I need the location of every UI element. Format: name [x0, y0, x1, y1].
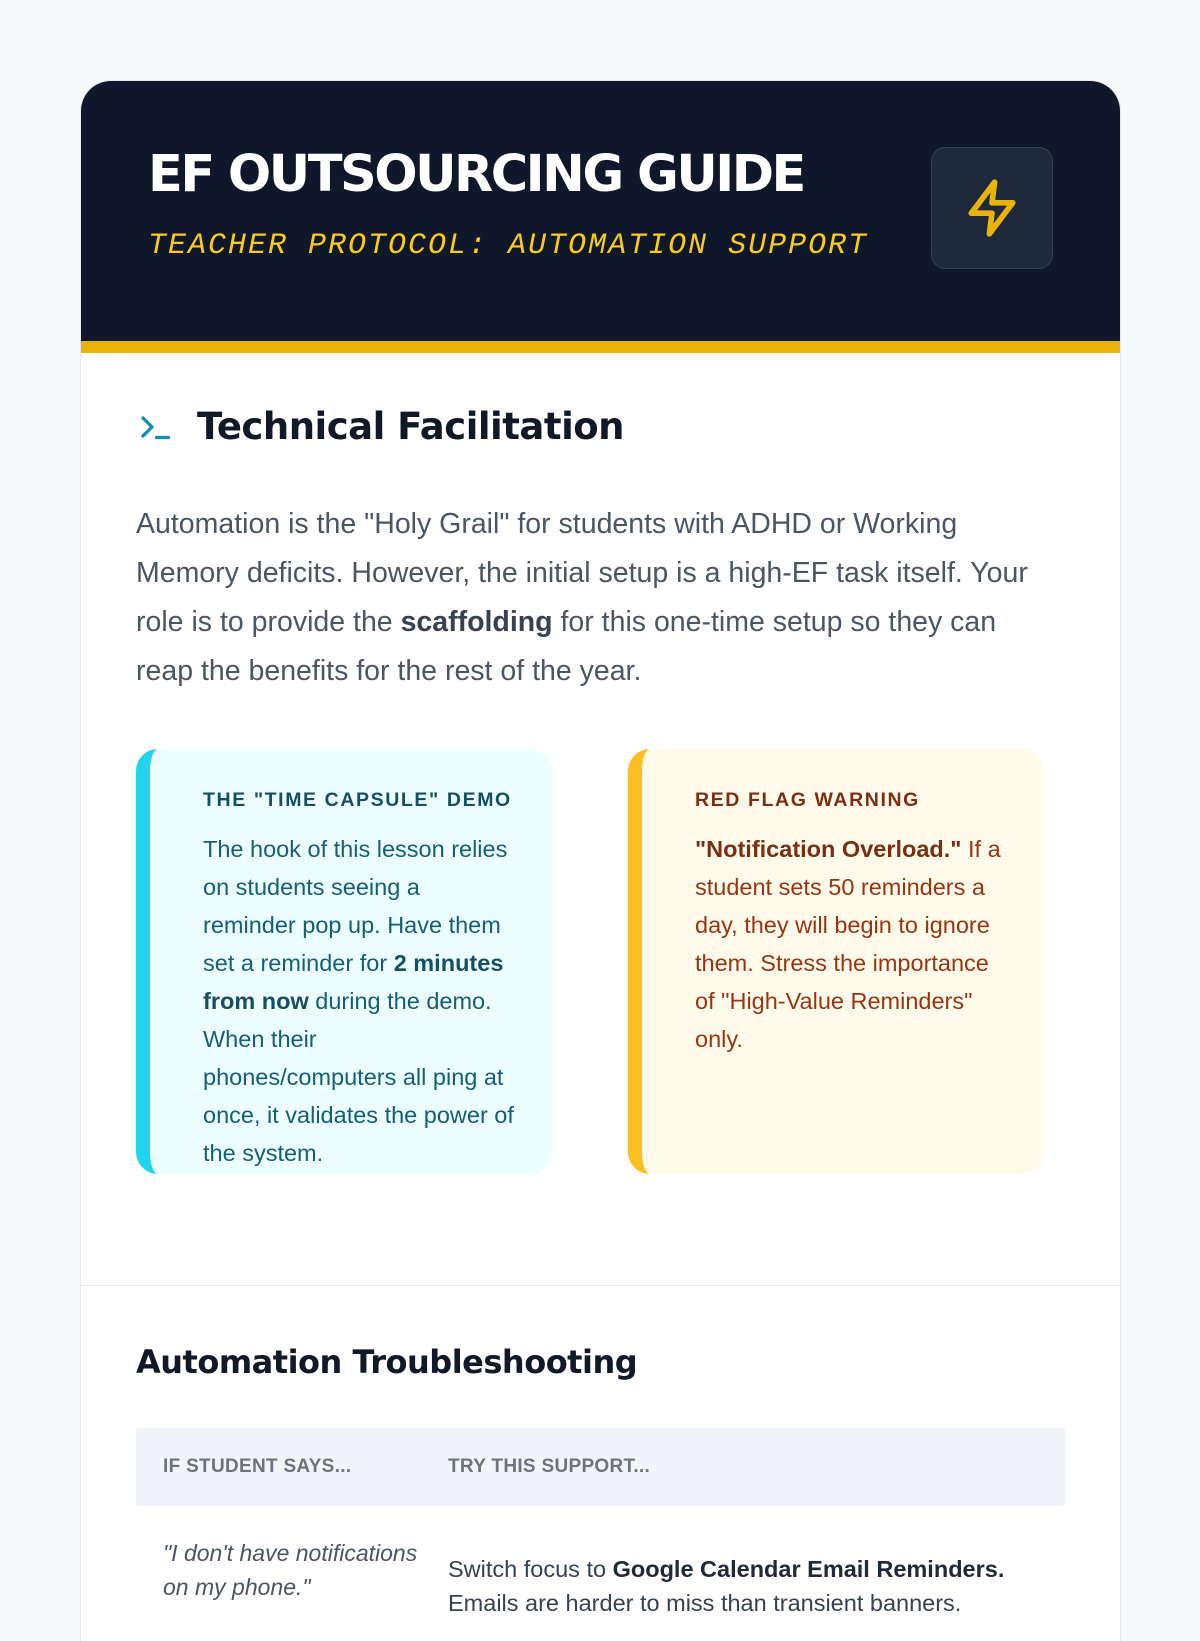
student-quote-cell: "I don't have notifications on my phone." [163, 1540, 418, 1600]
column-header-support: TRY THIS SUPPORT... [448, 1456, 651, 1477]
troubleshooting-table [136, 1428, 1065, 1620]
troubleshooting-title: Automation Troubleshooting [136, 1343, 638, 1381]
time-capsule-heading: THE "TIME CAPSULE" DEMO [203, 789, 512, 811]
facilitation-intro [136, 500, 1056, 696]
lightning-bolt-icon-box [931, 147, 1053, 269]
red-flag-text: If a student sets 50 reminders a day, they will begin to ignore them. Stress the importance of "High-Value Reminders" only. [695, 836, 1001, 1052]
terminal-prompt-icon [137, 409, 173, 445]
red-flag-heading: RED FLAG WARNING [695, 789, 920, 811]
time-capsule-bold: 2 minutes from now [203, 950, 504, 1014]
page-title: EF OUTSOURCING GUIDE [148, 145, 804, 204]
intro-text-1: Automation is the "Holy Grail" for students with ADHD or Working Memory deficits. However, the initial setup is a high-EF task itself. Your role is to provide the [136, 508, 1028, 638]
time-capsule-callout [136, 749, 552, 1174]
column-header-student-says: IF STUDENT SAYS... [163, 1456, 352, 1477]
facilitation-title: Technical Facilitation [197, 405, 625, 448]
red-flag-callout [628, 749, 1044, 1174]
section-divider [81, 1285, 1120, 1286]
support-cell [448, 1552, 1038, 1620]
intro-bold-scaffolding: scaffolding [400, 606, 553, 638]
guide-header [81, 81, 1120, 353]
red-flag-bold: "Notification Overload." [695, 836, 962, 862]
intro-text-2: for this one-time setup so they can reap the benefits for the rest of the year. [136, 606, 997, 687]
red-flag-body [695, 830, 1006, 1058]
time-capsule-body [203, 830, 514, 1172]
lightning-bolt-icon [961, 177, 1023, 239]
table-row [136, 1506, 1065, 1620]
support-bold: Google Calendar Email Reminders. [612, 1556, 1005, 1582]
page-subtitle: TEACHER PROTOCOL: AUTOMATION SUPPORT [148, 229, 869, 263]
time-capsule-text-1: The hook of this lesson relies on students seeing a reminder pop up. Have them set a reminder for [203, 836, 508, 976]
table-header-row [136, 1428, 1065, 1506]
time-capsule-text-2: during the demo. When their phones/computers all ping at once, it validates the power of the system. [203, 988, 514, 1166]
support-text-1: Switch focus to [448, 1556, 613, 1582]
facilitation-title-row [137, 405, 625, 448]
support-text-2: Emails are harder to miss than transient banners. [448, 1590, 962, 1616]
